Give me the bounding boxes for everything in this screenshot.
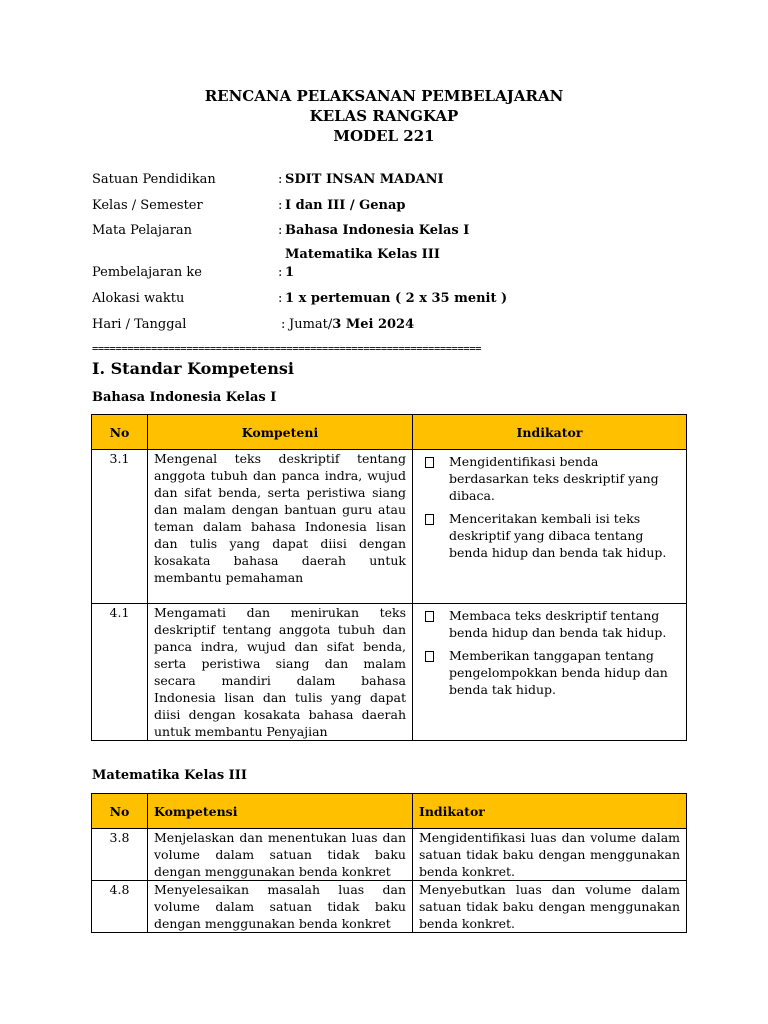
identity-value: 1 x pertemuan ( 2 x 35 menit ) [285, 291, 508, 306]
identity-label: Pembelajaran ke [92, 265, 202, 280]
row-kompetensi: Mengenal teks deskriptif tentang anggota tubuh dan panca indra, wujud dan sifat benda, serta peristiwa siang dan malam dengan bantuan guru atau teman dalam bahasa Indonesia lisan dan tulis yang dapat diisi dengan kosakata bahasa daerah untuk membantu pemahaman [148, 450, 413, 604]
indikator-item [421, 647, 682, 698]
indikator-text: Membaca teks deskriptif tentang benda hidup dan benda tak hidup. [449, 608, 667, 640]
identity-value: 1 [285, 265, 295, 280]
identity-label: Hari / Tanggal [92, 317, 187, 332]
header-no: No [92, 794, 148, 829]
row-number: 4.8 [92, 881, 148, 933]
indikator-text: Menceritakan kembali isi teks deskriptif yang dibaca tentang benda hidup dan benda tak hidup. [449, 511, 667, 560]
doc-title-line3: MODEL 221 [333, 127, 435, 145]
identity-row-mapel-2 [92, 245, 692, 265]
identity-row-pembelajaran [92, 263, 692, 283]
identity-row-hari [92, 315, 692, 335]
row-kompetensi: Mengamati dan menirukan teks deskriptif tentang anggota tubuh dan panca indra, wujud dan sifat benda, serta peristiwa siang dan malam secara mandiri dalam bahasa Indonesia lisan dan tulis yang dapat diisi dengan kosakata bahasa daerah untuk membantu Penyajian [148, 604, 413, 741]
identity-value [289, 315, 414, 335]
identity-colon: : [281, 317, 286, 332]
identity-label: Kelas / Semester [92, 198, 203, 213]
identity-label: Satuan Pendidikan [92, 172, 216, 187]
header-indikator: Indikator [413, 415, 687, 450]
row-indikator: Mengidentifikasi luas dan volume dalam satuan tidak baku dengan menggunakan benda konkret. [413, 829, 687, 881]
identity-value: I dan III / Genap [285, 198, 406, 213]
identity-row-alokasi [92, 289, 692, 309]
header-kompetensi: Kompetensi [148, 794, 413, 829]
date-date: 3 Mei 2024 [332, 317, 415, 332]
separator-line: ================================================================== [92, 343, 482, 355]
indikator-item [421, 453, 682, 504]
matematika-table [91, 793, 687, 933]
row-kompetensi: Menyelesaikan masalah luas dan volume dalam satuan tidak baku dengan menggunakan benda konkret [148, 881, 413, 933]
row-indikator [413, 604, 687, 741]
header-kompetensi: Kompeteni [148, 415, 413, 450]
identity-value: Bahasa Indonesia Kelas I [285, 223, 470, 238]
identity-value: SDIT INSAN MADANI [285, 172, 444, 187]
doc-title-line2: KELAS RANGKAP [309, 107, 459, 125]
table-row [92, 829, 687, 881]
row-number: 3.1 [92, 450, 148, 604]
table-row [92, 450, 687, 604]
matematika-subtitle: Matematika Kelas III [92, 768, 247, 783]
table-row [92, 604, 687, 741]
identity-colon: : [278, 172, 283, 187]
identity-row-kelas [92, 196, 692, 216]
identity-colon: : [278, 223, 283, 238]
indikator-item [421, 510, 682, 561]
row-indikator [413, 450, 687, 604]
row-kompetensi: Menjelaskan dan menentukan luas dan volume dalam satuan tidak baku dengan menggunakan benda konkret [148, 829, 413, 881]
header-no: No [92, 415, 148, 450]
table-header-row [92, 794, 687, 829]
checkbox-bullet-icon [425, 514, 434, 525]
identity-value: Matematika Kelas III [285, 247, 440, 262]
header-indikator: Indikator [413, 794, 687, 829]
row-number: 3.8 [92, 829, 148, 881]
row-number: 4.1 [92, 604, 148, 741]
row-indikator: Menyebutkan luas dan volume dalam satuan tidak baku dengan menggunakan benda konkret. [413, 881, 687, 933]
identity-label: Mata Pelajaran [92, 223, 193, 238]
identity-row-mapel [92, 221, 692, 241]
identity-colon: : [278, 265, 283, 280]
table-row [92, 881, 687, 933]
checkbox-bullet-icon [425, 651, 434, 662]
identity-label: Alokasi waktu [92, 291, 185, 306]
indikator-text: Mengidentifikasi benda berdasarkan teks deskriptif yang dibaca. [449, 454, 659, 503]
bahasa-table [91, 414, 687, 741]
section-heading: I. Standar Kompetensi [92, 359, 294, 378]
identity-colon: : [278, 291, 283, 306]
identity-row-satuan [92, 170, 692, 190]
checkbox-bullet-icon [425, 611, 434, 622]
date-day: Jumat/ [289, 317, 333, 332]
checkbox-bullet-icon [425, 457, 434, 468]
doc-title-line1: RENCANA PELAKSANAN PEMBELAJARAN [204, 87, 564, 105]
indikator-item [421, 607, 682, 641]
table-header-row [92, 415, 687, 450]
bahasa-subtitle: Bahasa Indonesia Kelas I [92, 390, 277, 405]
indikator-text: Memberikan tanggapan tentang pengelompokkan benda hidup dan benda tak hidup. [449, 648, 668, 697]
identity-colon: : [278, 198, 283, 213]
